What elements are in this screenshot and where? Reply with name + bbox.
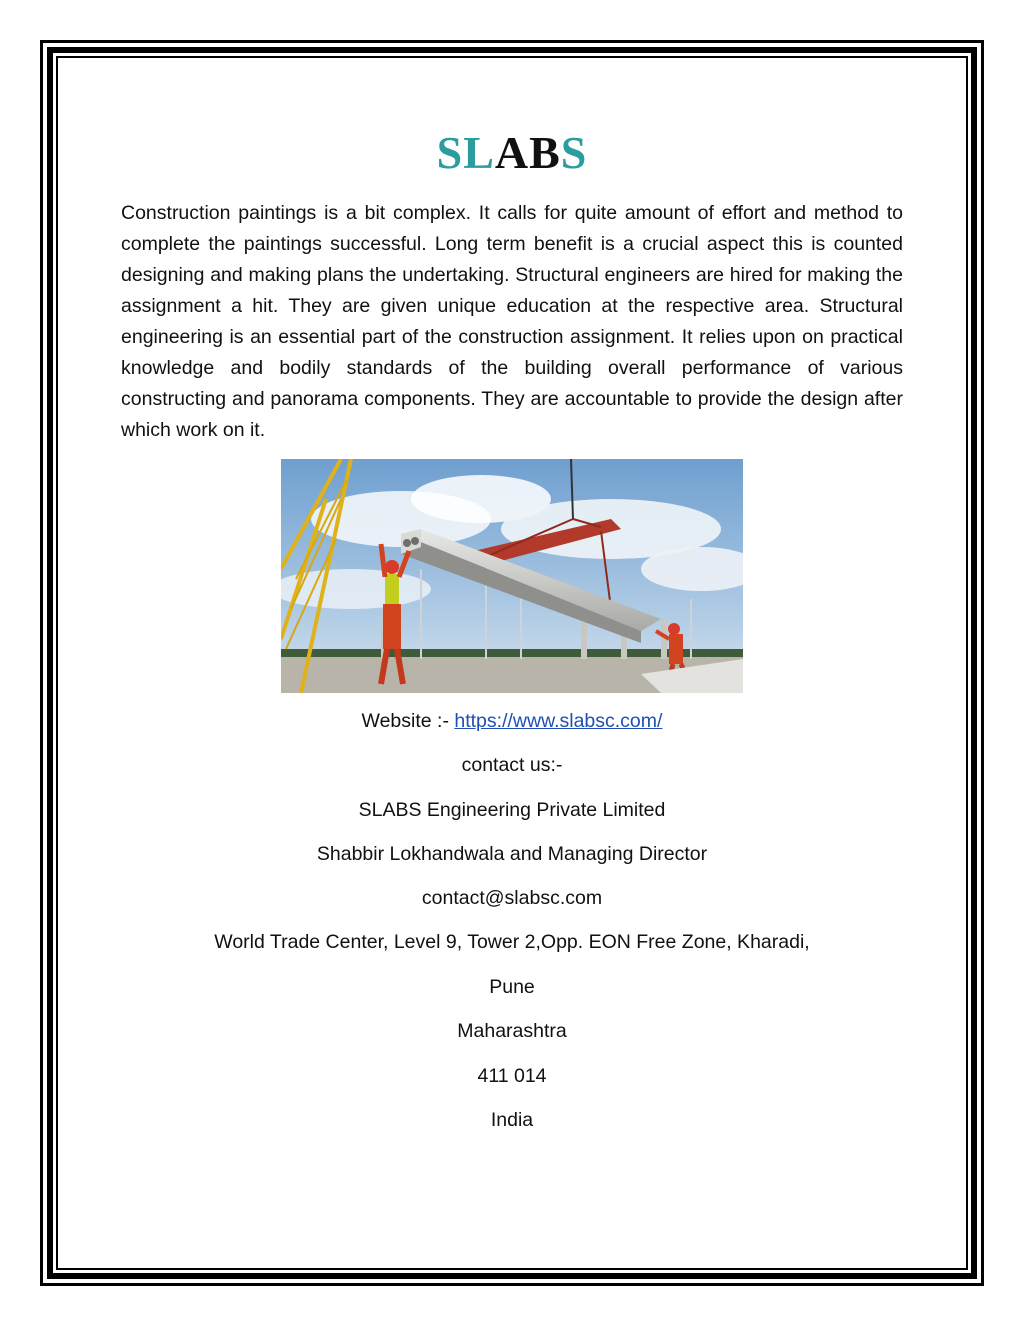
website-link[interactable]: https://www.slabsc.com/ [454,710,663,732]
logo-part-3: S [560,127,588,178]
logo-part-1: SL [436,127,495,178]
logo-part-2: AB [494,127,561,178]
address-country: India [490,1109,534,1131]
contact-email: contact@slabsc.com [421,887,603,909]
contact-heading: contact us:- [461,754,563,776]
website-line [0,710,1024,733]
address-pin: 411 014 [477,1065,547,1087]
company-name: SLABS Engineering Private Limited [358,799,666,821]
contact-person: Shabbir Lokhandwala and Managing Director [316,843,708,865]
address-line: World Trade Center, Level 9, Tower 2,Opp. EON Free Zone, Kharadi, [214,931,810,953]
address-state: Maharashtra [457,1020,567,1042]
slabs-logo [0,126,1024,179]
website-label: Website :- [361,710,455,732]
construction-photo [281,459,743,693]
address-city: Pune [489,976,535,998]
intro-paragraph: Construction paintings is a bit complex. It calls for quite amount of effort and method to complete the paintings successful. Long term benefit is a crucial aspect this is counted designing and making plans the undertaking. Structural engineers are hired for making the assignment a hit. They are given unique education at the respective area. Structural engineering is an essential part of the construction assignment. It relies upon on practical knowledge and bodily standards of the building overall performance of various constructing and panorama components. They are accountable to provide the design after which work on it. [121,202,903,441]
